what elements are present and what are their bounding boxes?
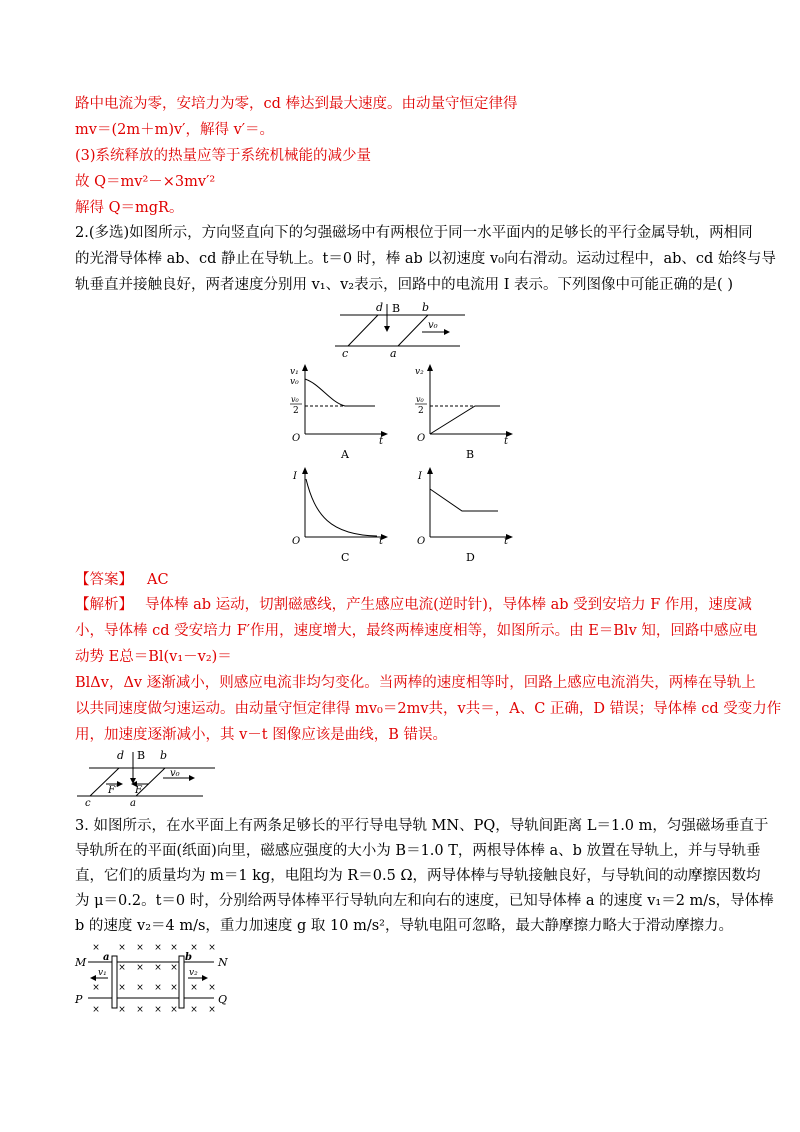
q2-line-1: 2.(多选)如图所示，方向竖直向下的匀强磁场中有两根位于同一水平面内的足够长的平行金属导轨，两相同 [75,225,753,241]
q3-line-5: b 的速度 v₂＝4 m/s，重力加速度 g 取 10 m/s²，导轨电阻可忽略，最大静摩擦力略大于滑动摩擦力。 [75,918,733,934]
q3-fig-label-M: M [75,956,87,969]
graph-a-origin: O [292,433,301,444]
graph-a-ylabel: v₁ [290,367,299,377]
q2-fig-label-d: d [376,301,384,314]
graph-a-half-den: 2 [293,406,299,416]
graph-d-ylabel: I [418,471,422,482]
field-cross: × [170,983,178,993]
graph-c-ylabel: I [293,471,297,482]
answer-line [75,570,725,590]
analysis-line-1 [75,595,752,615]
field-cross: × [208,1005,216,1015]
field-cross: × [92,1005,100,1015]
analysis-fig-label-d: d [117,749,125,762]
analysis-fig-label-F: F [135,785,142,796]
field-cross: × [136,1005,144,1015]
analysis-fig-label-a: a [130,798,136,808]
field-cross: × [118,983,126,993]
q2-fig-label-c: c [342,347,349,360]
q3-fig-label-b: b [185,952,192,963]
field-cross: × [154,983,162,993]
q3-line-1: 3. 如图所示，在水平面上有两条足够长的平行导电导轨 MN、PQ，导轨间距离 L＝1.0 m，匀强磁场垂直于 [75,818,769,834]
field-cross: × [190,1005,198,1015]
graph-a-v0: v₀ [290,377,299,387]
q2-line-3: 轨垂直并接触良好，两者速度分别用 v₁、v₂表示，回路中的电流用 I 表示。下列图像中可能正确的是( ) [75,277,733,293]
field-cross: × [208,983,216,993]
analysis-fig-label-B: B [137,749,146,762]
magnetic-field-crosses [92,943,216,1015]
field-cross: × [170,1005,178,1015]
q2-line-2: 的光滑导体棒 ab、cd 静止在导轨上。t＝0 时，棒 ab 以初速度 v₀向右滑动。运动过程中，ab、cd 始终与导 [75,251,776,267]
field-cross: × [118,963,126,973]
field-cross: × [170,963,178,973]
q3-fig-label-P: P [75,993,83,1006]
q2-fig-label-v0: v₀ [428,320,438,331]
q3-fig-label-a: a [103,952,110,963]
analysis-line-4: BlΔv，Δv 逐渐减小，则感应电流非均匀变化。当两棒的速度相等时，回路上感应电流消失，两棒在导轨上 [75,675,756,691]
solution-line-1: 路中电流为零，安培力为零，cd 棒达到最大速度。由动量守恒定律得 [75,96,518,112]
answer-tag: 【答案】 [75,572,133,588]
graph-b-ylabel: v₂ [415,367,424,377]
solution-line-2: mv＝(2m＋m)v′，解得 v′＝。 [75,122,275,138]
field-cross: × [118,943,126,953]
graph-b-origin: O [417,433,426,444]
graph-b-caption: B [466,448,475,461]
analysis-fig-label-b: b [160,749,168,762]
field-cross: × [136,983,144,993]
q3-line-2: 导轨所在的平面(纸面)向里，磁感应强度的大小为 B＝1.0 T，两根导体棒 a、b 放置在导轨上，并与导轨垂 [75,843,761,859]
q3-fig-label-v2: v₂ [189,968,198,978]
graph-d-origin: O [417,536,426,547]
q3-fig-label-N: N [218,956,228,969]
graph-a-t: t [379,436,384,447]
graph-c-t: t [379,536,384,547]
analysis-fig-label-c: c [85,798,91,808]
field-cross: × [190,943,198,953]
graph-b [410,362,520,462]
solution-line-4: 故 Q＝mv²－×3mv′² [75,174,216,190]
graph-b-half-den: 2 [418,406,424,416]
q3-line-3: 直，它们的质量均为 m＝1 kg，电阻均为 R＝0.5 Ω，两导体棒与导轨接触良好，与导轨间的动摩擦因数均 [75,868,761,884]
analysis-fig-label-F-prime: F′ [108,785,118,796]
graph-c-origin: O [292,536,301,547]
field-cross: × [92,983,100,993]
graph-a [285,362,395,462]
analysis-line-3: 动势 E总＝Bl(v₁－v₂)＝ [75,649,232,665]
q2-fig-label-B: B [392,302,401,315]
analysis-line-6: 用，加速度逐渐减小，其 v－t 图像应该是曲线，B 错误。 [75,727,447,743]
graph-c [285,465,395,565]
q3-rails-figure [72,940,232,1015]
graph-a-caption: A [341,448,349,461]
field-cross: × [170,943,178,953]
field-cross: × [154,1005,162,1015]
solution-line-5: 解得 Q＝mgR。 [75,200,184,216]
q2-fig-label-b: b [422,301,430,314]
answer-value: AC [147,572,169,588]
field-cross: × [154,943,162,953]
field-cross: × [92,943,100,953]
solution-line-3: (3)系统释放的热量应等于系统机械能的减少量 [75,148,372,164]
graph-c-caption: C [341,551,350,564]
analysis-fig-label-v0: v₀ [170,768,180,779]
q2-fig-label-a: a [390,347,397,360]
field-cross: × [136,943,144,953]
analysis-line-2: 小，导体棒 cd 受安培力 F′作用，速度增大，最终两棒速度相等，如图所示。由 E＝Blv 知，回路中感应电 [75,623,758,639]
graph-b-t: t [504,436,509,447]
analysis-tag: 【解析】 [75,597,133,613]
graph-d [410,465,520,565]
field-cross: × [136,963,144,973]
q3-fig-label-v1: v₁ [98,968,107,978]
q3-line-4: 为 μ＝0.2。t＝0 时，分别给两导体棒平行导轨向左和向右的速度，已知导体棒 a 的速度 v₁＝2 m/s，导体棒 [75,893,774,909]
graph-d-t: t [504,536,509,547]
field-cross: × [154,963,162,973]
q2-rails-figure [330,298,470,360]
field-cross: × [118,1005,126,1015]
field-cross: × [208,943,216,953]
q3-fig-label-Q: Q [218,993,228,1006]
analysis-line-5: 以共同速度做匀速运动。由动量守恒定律得 mv₀＝2mv共，v共＝，A、C 正确，D 错误；导体棒 cd 受变力作 [75,701,782,717]
analysis-text-1: 导体棒 ab 运动，切割磁感线，产生感应电流(逆时针)，导体棒 ab 受到安培力 F 作用，速度减 [145,597,752,613]
analysis-rails-figure [75,746,215,808]
graph-a-half-num: v₀ [291,395,299,404]
graph-d-caption: D [466,551,475,564]
field-cross: × [190,983,198,993]
graph-b-half-num: v₀ [416,395,424,404]
